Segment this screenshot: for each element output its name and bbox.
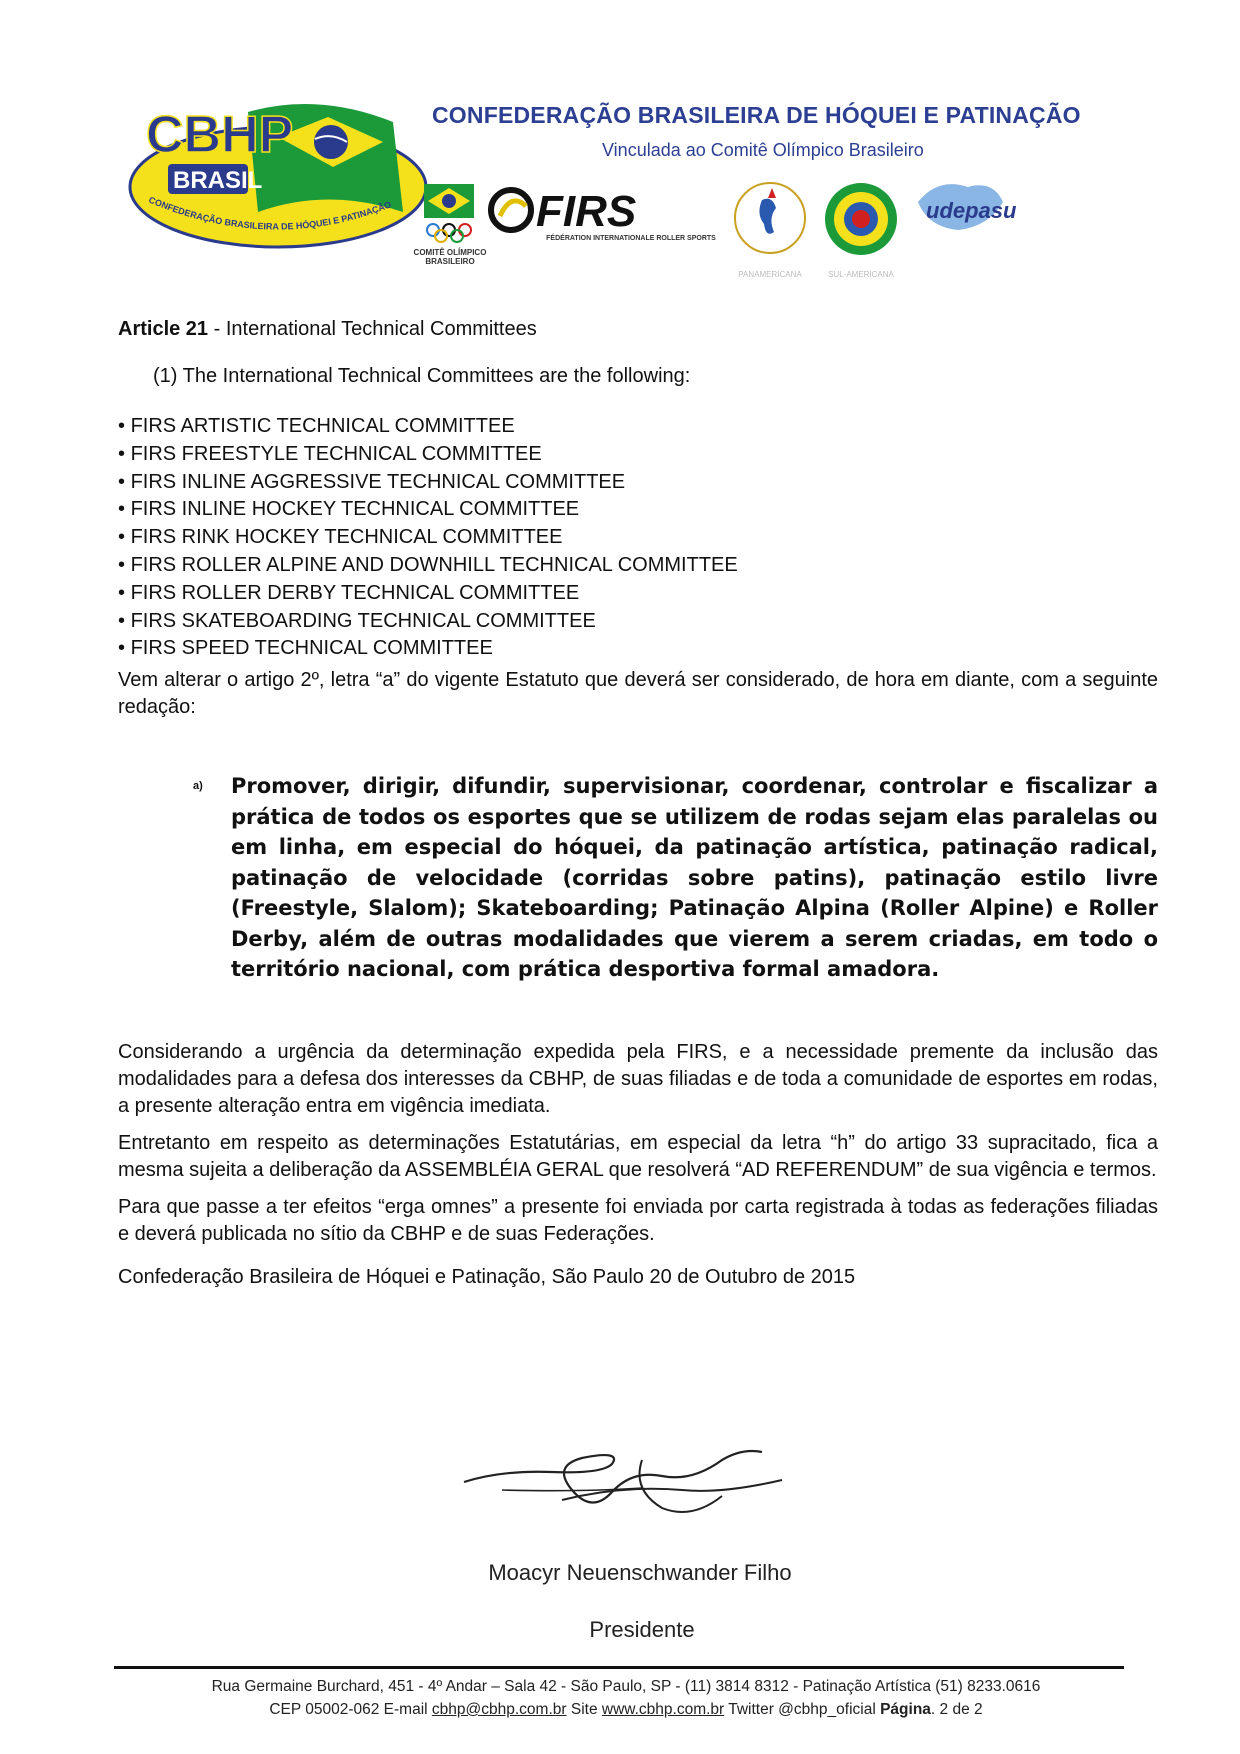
organization-title: CONFEDERAÇÃO BRASILEIRA DE HÓQUEI E PATINAÇÃO: [432, 102, 1081, 128]
footer-contact: CEP 05002-062 E-mail cbhp@cbhp.com.br Site www.cbhp.com.br Twitter @cbhp_oficial Página. 2 de 2: [269, 1701, 983, 1718]
footer-address: Rua Germaine Burchard, 451 - 4º Andar – Sala 42 - São Paulo, SP - (11) 3814 8312 - Patinação Artística (51) 8233.0616: [211, 1678, 1041, 1695]
cbhp-logo: [128, 92, 448, 262]
list-item: • FIRS ROLLER DERBY TECHNICAL COMMITTEE: [118, 580, 1158, 608]
paragraph-however: Entretanto em respeito as determinações Estatutárias, em especial da letra “h” do artigo 33 supracitado, fica a mesma sujeita a deliberação da ASSEMBLÉIA GERAL que resolverá “AD REFERENDUM” de sua vigência e termos.: [118, 1131, 1158, 1181]
signer-role: Presidente: [589, 1617, 695, 1642]
letterhead: [128, 92, 1148, 282]
amendment-intro: Vem alterar o artigo 2º, letra “a” do vigente Estatuto que deverá ser considerado, de hora em diante, com a seguinte redação:: [118, 669, 1158, 719]
list-item: • FIRS INLINE HOCKEY TECHNICAL COMMITTEE: [118, 496, 1158, 524]
page-number: . 2 de 2: [930, 1701, 983, 1718]
page-label: Página: [880, 1701, 931, 1718]
paragraph-considering: Considerando a urgência da determinação expedida pela FIRS, e a necessidade premente da inclusão das modalidades para a defesa dos interesses da CBHP, de suas filiadas e de toda a comunidade de esportes em rodas, a presente alteração entra em vigência imediata.: [118, 1040, 1158, 1117]
committee-list: [118, 413, 1158, 663]
organization-subtitle: Vinculada ao Comitê Olímpico Brasileiro: [602, 140, 924, 160]
list-item: • FIRS INLINE AGGRESSIVE TECHNICAL COMMITTEE: [118, 469, 1158, 497]
udepasu-logo: [908, 172, 1018, 262]
firs-caption: FÉDÉRATION INTERNATIONALE ROLLER SPORTS: [546, 235, 716, 242]
firs-logo: [486, 186, 726, 276]
signer-name: Moacyr Neuenschwander Filho: [488, 1560, 792, 1585]
sulamericana-logo: [822, 180, 900, 270]
website-link[interactable]: www.cbhp.com.br: [601, 1701, 725, 1718]
panamericana-caption: PANAMERICANA: [738, 270, 802, 279]
sulamericana-caption: SUL-AMERICANA: [828, 270, 894, 279]
list-item: • FIRS ARTISTIC TECHNICAL COMMITTEE: [118, 413, 1158, 441]
svg-text:BRASIL: BRASIL: [173, 167, 263, 194]
svg-text:CBHP: CBHP: [146, 106, 294, 164]
document-body: [118, 316, 1158, 1291]
list-item: • FIRS SKATEBOARDING TECHNICAL COMMITTEE: [118, 608, 1158, 636]
paragraph-erga-omnes: Para que passe a ter efeitos “erga omnes” a presente foi enviada por carta registrada à todas as federações filiadas e deverá publicada no sítio da CBHP e de suas Federações.: [118, 1195, 1158, 1245]
svg-text:udepasu: udepasu: [926, 198, 1017, 223]
panamericana-logo: [732, 180, 808, 270]
cob-caption: COMITÊ OLÍMPICO BRASILEIRO: [413, 248, 487, 266]
list-item: • FIRS ROLLER ALPINE AND DOWNHILL TECHNICAL COMMITTEE: [118, 552, 1158, 580]
article-heading: Article 21 - International Technical Committees: [118, 318, 537, 340]
amended-text-block: [118, 771, 1158, 985]
article-intro: (1) The International Technical Committees are the following:: [153, 365, 691, 387]
svg-text:CONFEDERAÇÃO BRASILEIRA DE HÓQ: CONFEDERAÇÃO BRASILEIRA DE HÓQUEI E PATINAÇÃO: [147, 194, 393, 232]
email-link[interactable]: cbhp@cbhp.com.br: [431, 1701, 567, 1718]
footer-divider: [114, 1666, 1124, 1669]
list-item: • FIRS FREESTYLE TECHNICAL COMMITTEE: [118, 441, 1158, 469]
list-item: • FIRS SPEED TECHNICAL COMMITTEE: [118, 635, 1158, 663]
place-and-date: Confederação Brasileira de Hóquei e Patinação, São Paulo 20 de Outubro de 2015: [118, 1265, 856, 1288]
clause-letter: a): [193, 780, 203, 793]
svg-text:FIRS: FIRS: [536, 187, 637, 236]
list-item: • FIRS RINK HOCKEY TECHNICAL COMMITTEE: [118, 524, 1158, 552]
amended-clause: Promover, dirigir, difundir, supervisionar, coordenar, controlar e fiscalizar a prática de todos os esportes que se utilizem de rodas sejam elas paralelas ou em linha, em especial do hóquei, da patinação artística, patinação radical, patinação de velocidade (corridas sobre patins), patinação estilo livre (Freestyle, Slalom); Skateboarding; Patinação Alpina (Roller Alpine) e Roller Derby, além de outras modalidades que vierem a serem criadas, em todo o território nacional, com prática desportiva formal amadora.: [231, 774, 1158, 982]
handwritten-signature: [462, 1430, 822, 1530]
